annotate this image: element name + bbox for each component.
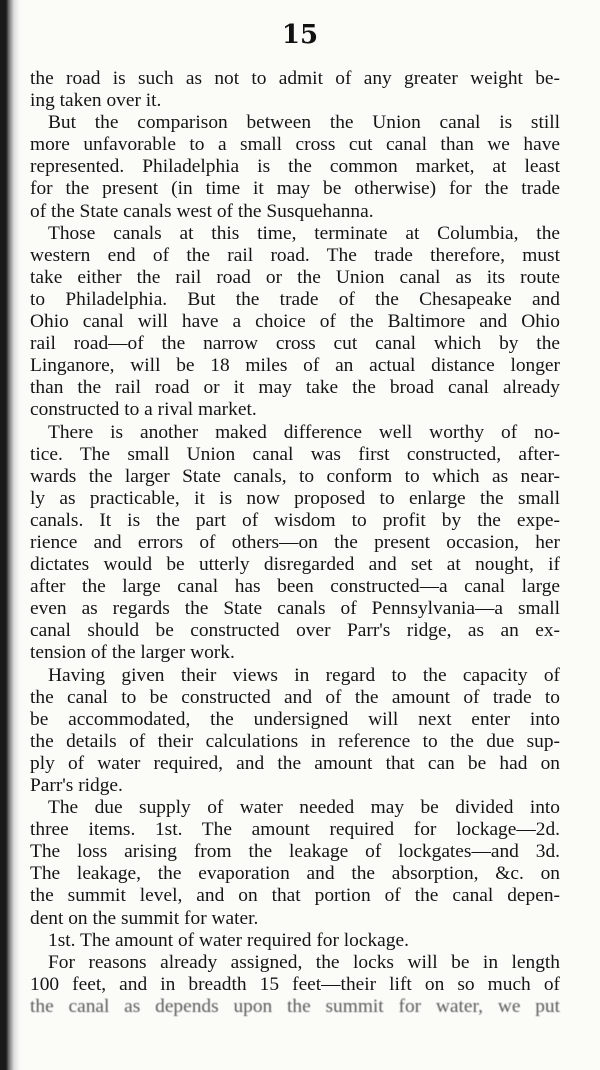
text-line: But the comparison between the Union canal is still: [48, 112, 560, 134]
text-line: more unfavorable to a small cross cut canal than we have: [30, 134, 560, 156]
text-line: tension of the larger work.: [30, 642, 235, 664]
page-binding-edge: [0, 0, 20, 1070]
page-number: 15: [281, 20, 319, 50]
text-line: western end of the rail road. The trade therefore, must: [30, 244, 560, 266]
text-line: even as regards the State canals of Pennsylvania—a small: [30, 598, 560, 620]
text-line: dictates would be utterly disregarded and set at nought, if: [30, 554, 560, 576]
text-line: dent on the summit for water.: [30, 907, 259, 929]
text-line: the road is such as not to admit of any greater weight be-: [30, 68, 560, 89]
text-line: canals. It is the part of wisdom to profit by the expe-: [30, 509, 560, 531]
paragraph: [30, 930, 560, 952]
text-line: of the State canals west of the Susquehanna.: [30, 200, 374, 222]
text-line: ing taken over it.: [30, 90, 162, 112]
text-line: represented. Philadelphia is the common market, at least: [30, 156, 560, 178]
text-line: be accommodated, the undersigned will next enter into: [30, 708, 560, 730]
text-line: ly as practicable, it is now proposed to enlarge the small: [30, 487, 560, 509]
text-line: For reasons already assigned, the locks will be in length: [48, 951, 560, 973]
text-line: Ohio canal will have a choice of the Baltimore and Ohio: [30, 311, 560, 333]
text-line: The loss arising from the leakage of lockgates—and 3d.: [30, 841, 560, 863]
text-line: canal should be constructed over Parr's ridge, as an ex-: [30, 620, 560, 642]
text-line: after the large canal has been constructed—a canal large: [30, 576, 560, 598]
text-line: The due supply of water needed may be divided into: [48, 797, 560, 819]
text-line: wards the larger State canals, to conform to which as near-: [30, 465, 560, 487]
text-line: the canal to be constructed and of the amount of trade to: [30, 686, 560, 708]
text-line: tice. The small Union canal was first constructed, after-: [30, 443, 560, 465]
text-line: 100 feet, and in breadth 15 feet—their lift on so much of: [30, 973, 560, 995]
text-line: for the present (in time it may be otherwise) for the trade: [30, 178, 560, 200]
text-line: There is another maked difference well worthy of no-: [48, 421, 560, 443]
text-line: rail road—of the narrow cross cut canal which by the: [30, 333, 560, 355]
text-line: the details of their calculations in reference to the due sup-: [30, 730, 560, 752]
paragraph: [30, 952, 560, 1018]
text-line: rience and errors of others—on the present occasion, her: [30, 531, 560, 553]
text-line: ply of water required, and the amount that can be had on: [30, 752, 560, 774]
text-line: take either the rail road or the Union canal as its route: [30, 266, 560, 288]
text-line: constructed to a rival market.: [30, 399, 257, 421]
text-line: 1st. The amount of water required for lockage.: [48, 929, 409, 951]
text-line: The leakage, the evaporation and the absorption, &c. on: [30, 863, 560, 885]
paragraph: [30, 797, 560, 930]
text-line: Those canals at this time, terminate at Columbia, the: [48, 222, 560, 244]
paragraph: [30, 223, 560, 422]
paragraph: [30, 112, 560, 222]
paragraph: [30, 665, 560, 798]
paragraph: [30, 68, 560, 112]
text-line: than the rail road or it may take the broad canal already: [30, 377, 560, 399]
text-line: the summit level, and on that portion of the canal depen-: [30, 885, 560, 907]
paragraph: [30, 422, 560, 665]
text-line: Parr's ridge.: [30, 775, 123, 796]
text-line: Linganore, will be 18 miles of an actual distance longer: [30, 355, 560, 377]
text-line: Having given their views in regard to the capacity of: [48, 664, 560, 686]
text-line: three items. 1st. The amount required for lockage—2d.: [30, 819, 560, 841]
text-line: to Philadelphia. But the trade of the Chesapeake and: [30, 288, 560, 310]
body-text: [30, 68, 560, 1018]
text-line: the canal as depends upon the summit for water, we put: [30, 995, 560, 1017]
